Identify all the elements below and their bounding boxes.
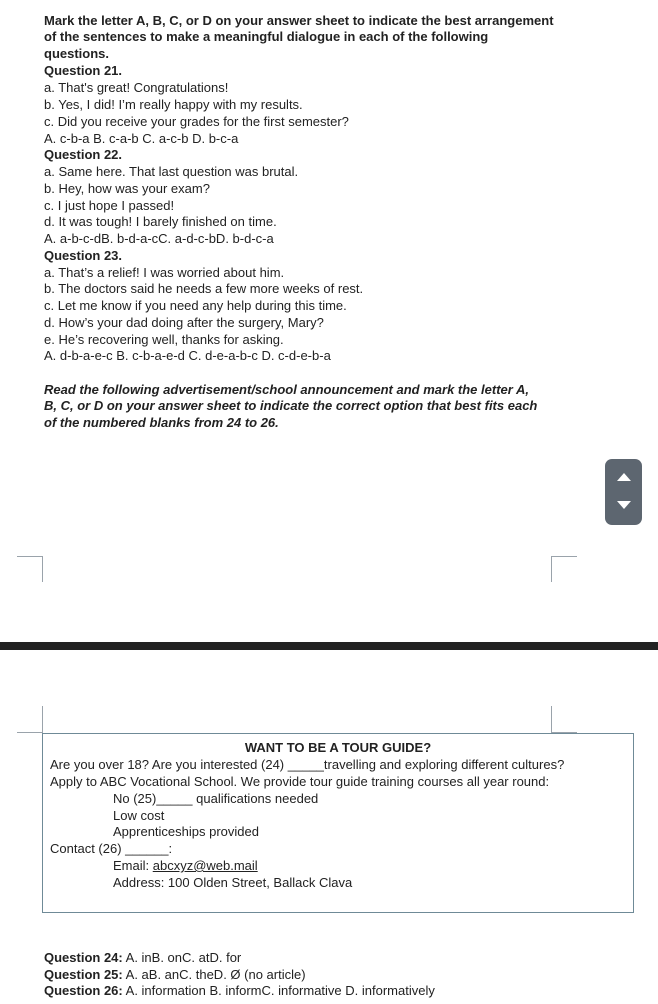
email-link[interactable]: abcxyz@web.mail [152,858,258,873]
crop-mark-top-right-v [551,706,552,732]
ad-line-3-start: No (25) [113,791,157,806]
question-24-label: Question 24: [44,950,123,965]
question-24-options: A. inB. onC. atD. for [122,950,242,965]
question-26-options: A. information B. informC. informative D. informatively [122,983,435,998]
instruction-line-3: questions. [44,46,110,61]
blank-26: ______ [125,841,169,856]
question-25 [44,966,306,983]
question-22-line-b: b. Hey, how was your exam? [44,181,210,196]
ad-line-1 [50,756,564,773]
page-separator [0,642,658,650]
ad-line-6 [50,840,172,857]
question-25-label: Question 25: [44,967,123,982]
ad-line-1-end: travelling and exploring different cultures? [323,757,565,772]
blank-24: _____ [287,757,324,772]
question-23-line-e: e. He’s recovering well, thanks for asking. [44,332,284,347]
crop-mark-top-left-v [42,706,43,732]
ad-email-line [113,857,258,874]
question-22-options: A. a-b-c-dB. b-d-a-cC. a-d-c-bD. b-d-c-a [44,231,274,246]
crop-mark-bottom-left-h [17,556,43,557]
question-26-label: Question 26: [44,983,123,998]
reading-instruction-line-1: Read the following advertisement/school announcement and mark the letter A, [44,382,529,397]
question-22-line-c: c. I just hope I passed! [44,198,175,213]
reading-instruction-line-2: B, C, or D on your answer sheet to indicate the correct option that best fits each [44,398,538,413]
crop-mark-bottom-left-v [42,556,43,582]
question-21-line-c: c. Did you receive your grades for the first semester? [44,114,349,129]
crop-mark-bottom-right-v [551,556,552,582]
question-21-line-b: b. Yes, I did! I’m really happy with my results. [44,97,303,112]
ad-line-1-start: Are you over 18? Are you interested (24) [50,757,288,772]
page-down-icon[interactable] [617,501,631,509]
question-24 [44,949,241,966]
question-23-line-a: a. That’s a relief! I was worried about him. [44,265,285,280]
question-22-line-a: a. Same here. That last question was brutal. [44,164,299,179]
crop-mark-top-left-h [17,732,43,733]
question-21-title: Question 21. [44,63,123,78]
instruction-line-2: of the sentences to make a meaningful dialogue in each of the following [44,29,489,44]
blank-25: _____ [156,791,193,806]
question-21-options: A. c-b-a B. c-a-b C. a-c-b D. b-c-a [44,131,239,146]
question-23-title: Question 23. [44,248,123,263]
question-26 [44,982,435,999]
ad-line-4: Low cost [113,808,165,823]
question-22-line-d: d. It was tough! I barely finished on time. [44,214,277,229]
question-23-options: A. d-b-a-e-c B. c-b-a-e-d C. d-e-a-b-c D. c-d-e-b-a [44,348,331,363]
page-nav-control[interactable] [605,459,642,525]
instruction-line-1: Mark the letter A, B, C, or D on your answer sheet to indicate the best arrangement [44,13,554,28]
reading-instruction-line-3: of the numbered blanks from 24 to 26. [44,415,279,430]
question-23-line-d: d. How’s your dad doing after the surgery, Mary? [44,315,324,330]
question-23-line-c: c. Let me know if you need any help during this time. [44,298,347,313]
question-21-line-a: a. That's great! Congratulations! [44,80,229,95]
ad-address-line: Address: 100 Olden Street, Ballack Clava [113,875,353,890]
ad-line-2: Apply to ABC Vocational School. We provide tour guide training courses all year round: [50,774,550,789]
question-22-title: Question 22. [44,147,123,162]
advertisement-title: WANT TO BE A TOUR GUIDE? [244,740,432,755]
ad-line-6-end: : [168,841,173,856]
ad-line-3 [113,790,318,807]
question-23-line-b: b. The doctors said he needs a few more weeks of rest. [44,281,364,296]
question-25-options: A. aB. anC. theD. Ø (no article) [122,967,306,982]
email-label: Email: [113,858,153,873]
ad-line-3-end: qualifications needed [192,791,319,806]
page-up-icon[interactable] [617,473,631,481]
crop-mark-bottom-right-h [551,556,577,557]
ad-line-6-start: Contact (26) [50,841,126,856]
ad-line-5: Apprenticeships provided [113,824,259,839]
